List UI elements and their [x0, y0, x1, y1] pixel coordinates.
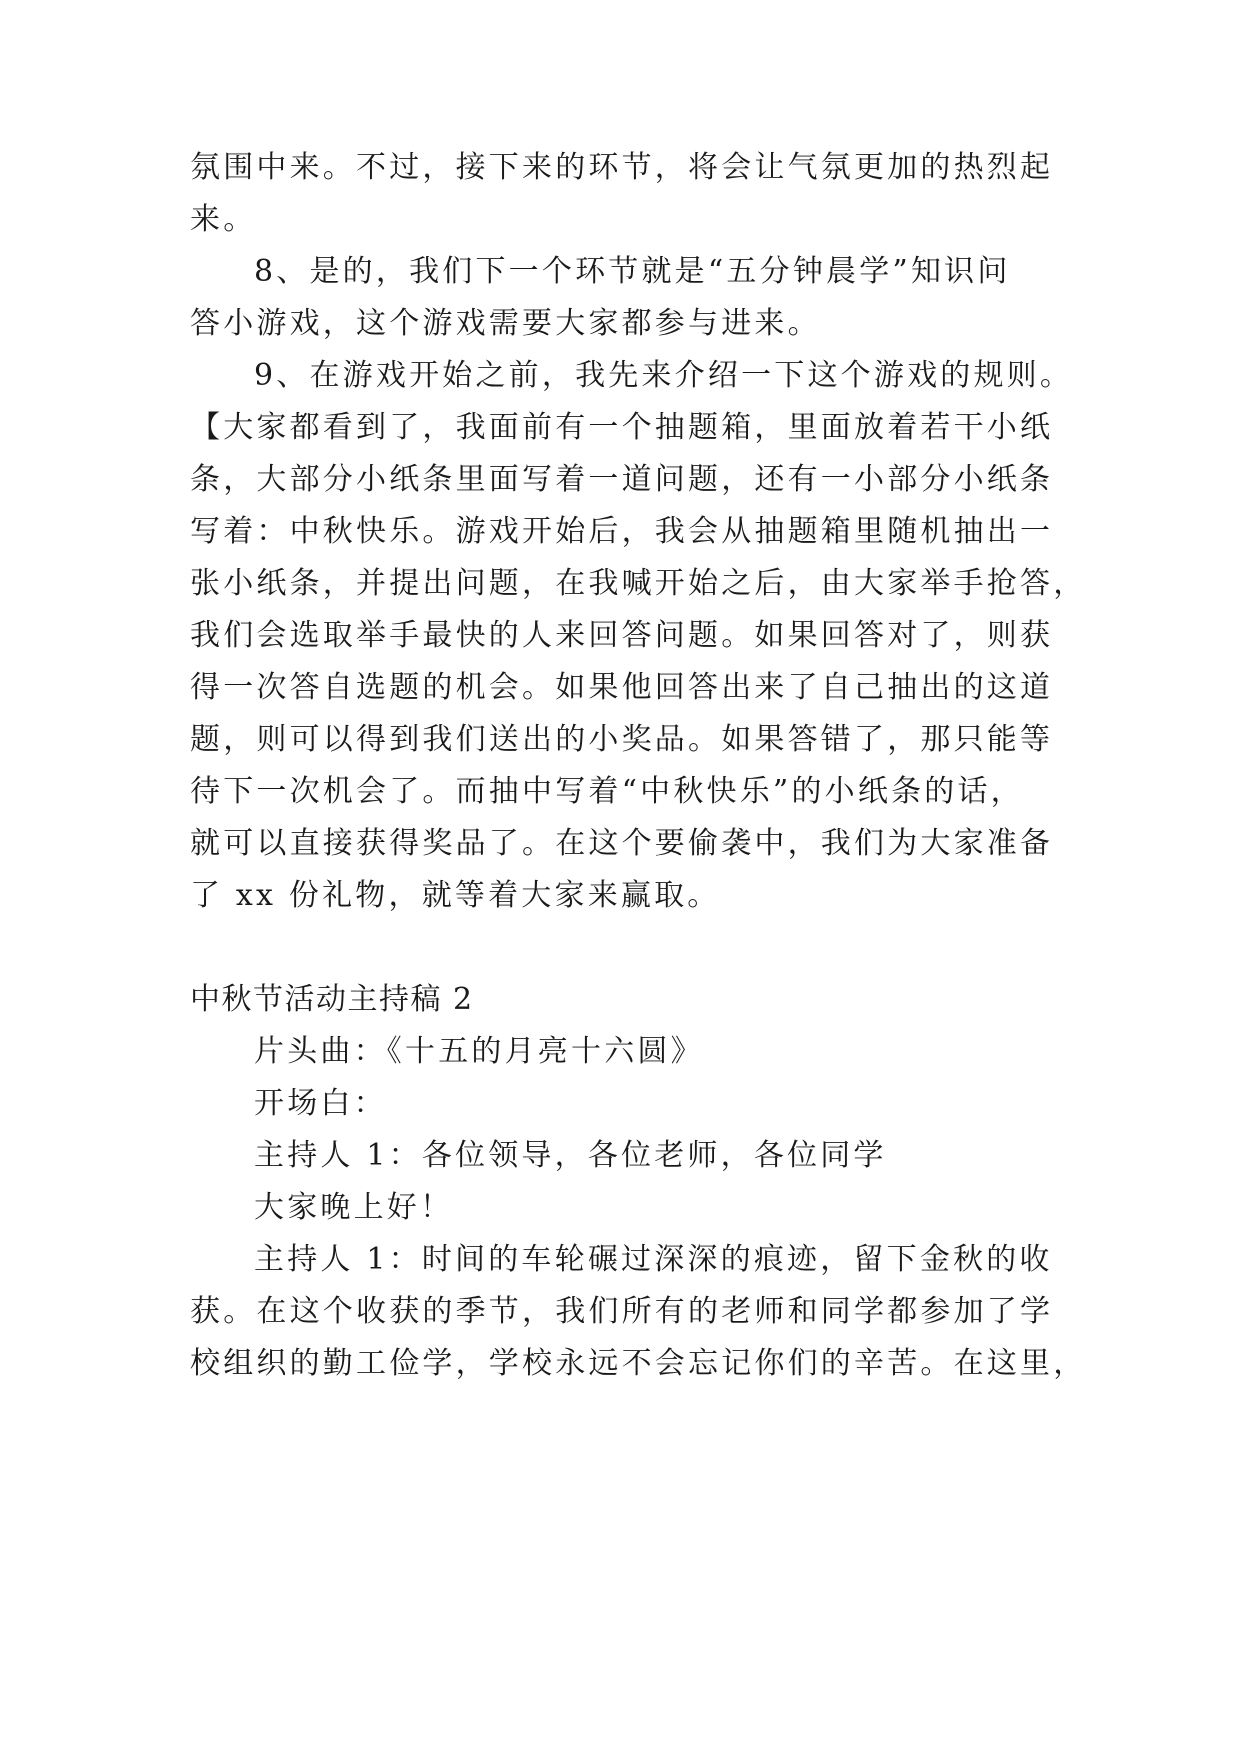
paragraph-line: 张小纸条，并提出问题，在我喊开始之后，由大家举手抢答，: [190, 566, 1087, 601]
paragraph-line: 题，则可以得到我们送出的小奖品。如果答错了，那只能等: [190, 722, 1054, 757]
paragraph-line: 开场白：: [254, 1086, 387, 1121]
paragraph-line: 答小游戏，这个游戏需要大家都参与进来。: [190, 306, 821, 341]
paragraph-line: 主持人 1：时间的车轮碾过深深的痕迹，留下金秋的收: [254, 1242, 1053, 1277]
paragraph-line: 【大家都看到了，我面前有一个抽题箱，里面放着若干小纸: [190, 410, 1054, 445]
paragraph-line: 了 xx 份礼物，就等着大家来赢取。: [190, 878, 721, 913]
paragraph-line: 待下一次机会了。而抽中写着“中秋快乐”的小纸条的话，: [190, 774, 1024, 809]
paragraph-line: 9、在游戏开始之前，我先来介绍一下这个游戏的规则。: [254, 358, 1074, 393]
paragraph-line: 氛围中来。不过，接下来的环节，将会让气氛更加的热烈起: [190, 150, 1054, 185]
paragraph-line: 大家晚上好！: [254, 1190, 454, 1225]
paragraph-line: 校组织的勤工俭学，学校永远不会忘记你们的辛苦。在这里，: [190, 1346, 1087, 1381]
paragraph-line: 条，大部分小纸条里面写着一道问题，还有一小部分小纸条: [190, 462, 1054, 497]
paragraph-line: 我们会选取举手最快的人来回答问题。如果回答对了，则获: [190, 618, 1054, 653]
paragraph-line: 写着：中秋快乐。游戏开始后，我会从抽题箱里随机抽出一: [190, 514, 1054, 549]
paragraph-line: 片头曲：《十五的月亮十六圆》: [254, 1034, 704, 1069]
paragraph-line: 得一次答自选题的机会。如果他回答出来了自己抽出的这道: [190, 670, 1054, 705]
paragraph-line: 主持人 1：各位领导，各位老师，各位同学: [254, 1138, 887, 1173]
paragraph-line: 就可以直接获得奖品了。在这个要偷袭中，我们为大家准备: [190, 826, 1054, 861]
section-heading: 中秋节活动主持稿 2: [190, 982, 474, 1017]
paragraph-line: 8、是的，我们下一个环节就是“五分钟晨学”知识问: [254, 254, 1011, 289]
paragraph-line: 来。: [190, 202, 257, 237]
paragraph-line: 获。在这个收获的季节，我们所有的老师和同学都参加了学: [190, 1294, 1054, 1329]
